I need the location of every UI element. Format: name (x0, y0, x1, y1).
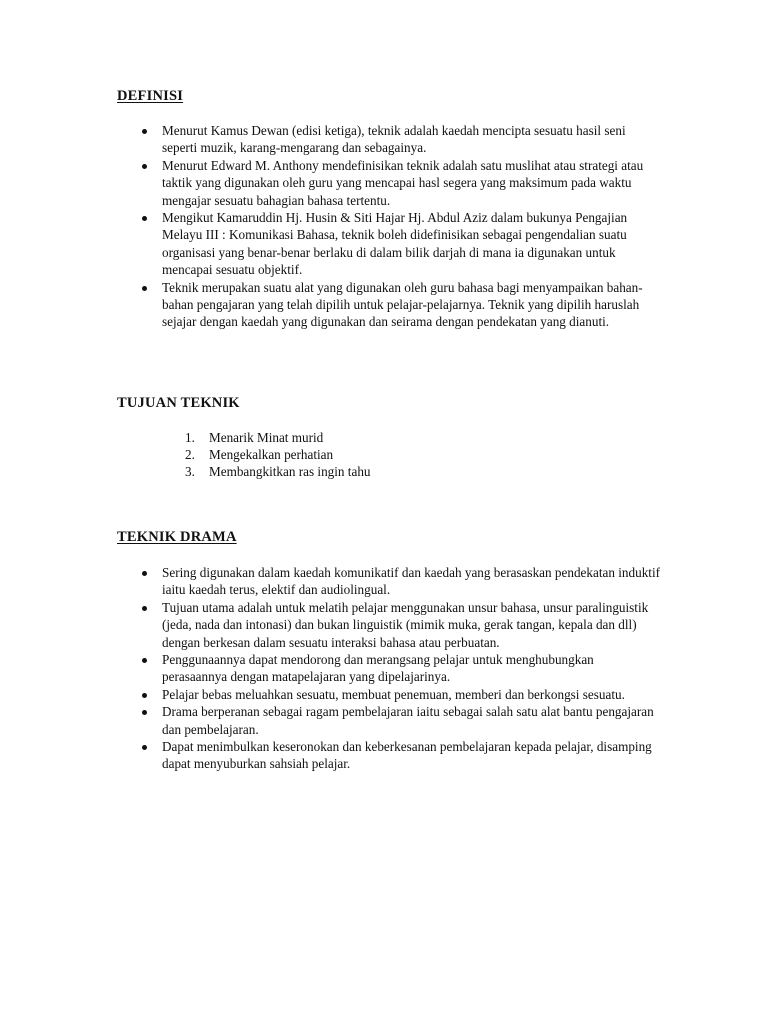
list-item-text: Sering digunakan dalam kaedah komunikatif dan kaedah yang berasaskan pendekatan induktif iaitu kaedah terus, elektif dan audiolingual. (162, 565, 661, 598)
heading-teknik-drama: TEKNIK DRAMA (117, 529, 237, 545)
drama-list (162, 564, 662, 773)
list-item-text: Penggunaannya dapat mendorong dan merangsang pelajar untuk menghubungkan perasaannya dengan matapelajaran yang dipelajarinya. (162, 652, 594, 685)
list-item-text: Menurut Kamus Dewan (edisi ketiga), teknik adalah kaedah mencipta sesuatu hasil seni seperti muzik, karang-mengarang dan sebagainya. (162, 123, 626, 156)
list-item-number: 3. (185, 464, 195, 479)
list-item-text: Drama berperanan sebagai ragam pembelajaran iaitu sebagai salah satu alat bantu pengajaran dan pembelajaran. (162, 704, 654, 737)
list-item (162, 703, 662, 738)
definisi-list (162, 122, 662, 331)
bullet-icon (142, 693, 147, 698)
bullet-icon (142, 710, 147, 715)
bullet-icon (142, 164, 147, 169)
list-item (162, 599, 662, 651)
bullet-icon (142, 658, 147, 663)
list-item-number: 2. (185, 447, 195, 462)
bullet-icon (142, 571, 147, 576)
list-item (185, 446, 609, 463)
list-item-text: Menarik Minat murid (209, 430, 324, 445)
list-item (162, 564, 662, 599)
list-item-text: Tujuan utama adalah untuk melatih pelajar menggunakan unsur bahasa, unsur paralinguistik (jeda, nada dan intonasi) dan bukan linguistik (mimik muka, gerak tangan, kepala dan dll) dengan berkesan dalam sesuatu interaksi bahasa atau perbuatan. (162, 599, 649, 650)
list-item (162, 209, 662, 279)
heading-definisi: DEFINISI (117, 88, 184, 104)
bullet-icon (142, 216, 147, 221)
list-item (185, 463, 609, 480)
list-item (162, 122, 662, 157)
list-item-number: 1. (185, 430, 195, 445)
list-item (185, 429, 609, 446)
list-item (162, 686, 662, 703)
list-item-text: Pelajar bebas meluahkan sesuatu, membuat penemuan, memberi dan berkongsi sesuatu. (162, 686, 625, 702)
heading-tujuan-teknik: TUJUAN TEKNIK (117, 395, 240, 411)
bullet-icon (142, 129, 147, 134)
list-item-text: Teknik merupakan suatu alat yang digunakan oleh guru bahasa bagi menyampaikan bahan-bahan pengajaran yang telah dipilih untuk pelajar-pelajarnya. Teknik yang dipilih haruslah sejajar dengan kaedah yang digunakan dan seirama dengan pendekatan yang dianuti. (162, 279, 643, 330)
list-item-text: Dapat menimbulkan keseronokan dan keberkesanan pembelajaran kepada pelajar, disamping dapat menyuburkan sahsiah pelajar. (162, 739, 652, 772)
list-item (162, 738, 662, 773)
list-item (162, 279, 662, 331)
bullet-icon (142, 606, 147, 611)
list-item-text: Mengikut Kamaruddin Hj. Husin & Siti Hajar Hj. Abdul Aziz dalam bukunya Pengajian Melayu III : Komunikasi Bahasa, teknik boleh didefinisikan sebagai pengendalian suatu organisasi yang benar-benar berlaku di dalam bilik darjah di mana ia digunakan untuk mencapai sesuatu objektif. (162, 210, 628, 278)
list-item-text: Mengekalkan perhatian (209, 447, 334, 462)
tujuan-list (185, 429, 609, 480)
bullet-icon (142, 286, 147, 291)
bullet-icon (142, 745, 147, 750)
list-item-text: Membangkitkan ras ingin tahu (209, 464, 371, 479)
list-item (162, 651, 662, 686)
list-item (162, 157, 662, 209)
list-item-text: Menurut Edward M. Anthony mendefinisikan teknik adalah satu muslihat atau strategi atau taktik yang digunakan oleh guru yang mencapai hasl segera yang maksimum pada waktu mengajar sesuatu bahagian bahasa tertentu. (162, 157, 644, 208)
